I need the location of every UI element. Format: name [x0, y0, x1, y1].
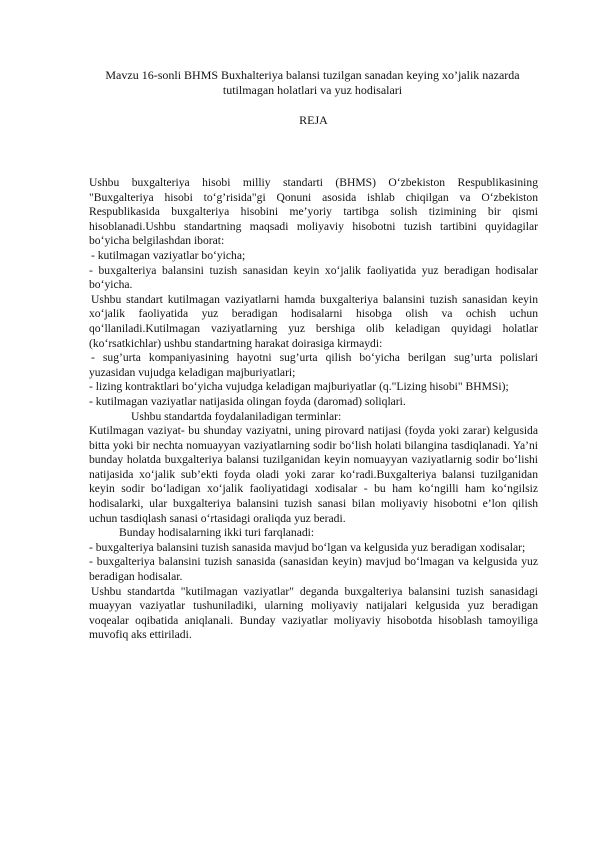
- types-heading: Bunday hodisalarning ikki turi farqlanadi:: [119, 526, 315, 540]
- plan-heading: REJA: [299, 113, 328, 127]
- paragraph-conclusion: Ushbu standartda "kutilmagan vaziyatlar" deganda buxgalteriya balansini tuzish sanasidagi muayyan vaziyatlar tushuniladiki, ularning moliyaviy natijalari kelgusida yuz beradigan voqealar oqibatida aniqlanali. Bunday vaziyatlar moliyaviy hisobotda hisoblash tamoyiliga muvofiq aks ettiriladi.: [89, 584, 538, 642]
- list-item: - buxgalteriya balansini tuzish sanasida mavjud bo‘lgan va kelgusida yuz beradigan xodisalar;: [89, 540, 526, 554]
- list-item: - kutilmagan vaziyatlar bo‘yicha;: [91, 248, 246, 262]
- list-item: - kutilmagan vaziyatlar natijasida olingan foyda (daromad) soliqlari.: [89, 394, 406, 408]
- list-item: - buxgalteriya balansini tuzish sanasidan keyin xo‘jalik faoliyatida yuz beradigan hodisalar bo‘yicha.: [89, 263, 538, 292]
- paragraph-definition: Kutilmagan vaziyat- bu shunday vaziyatni, uning pirovard natijasi (foyda yoki zarar) kelgusida bitta yoki bir nechta nomuayyan vaziyatlarning sodir bo‘lish holati bilangina tasdiqlanadi. Ya’ni bunday holatda buxgalteriya balansi tuzilganidan keyin nomuayyan vaziyatlarnig sodir bo‘lishi natijasida xo‘jalik sub’ekti foyda oladi yoki zarar ko‘radi.Buxgalteriya balansi tuzilganidan keyin sodir bo‘ladigan xo‘jalik faoliyatidagi xodisalar - bu ham ko‘ngilli ham ko‘ngilsiz hodisalarki, ular buxgalteriya balansini tuzish sanasi bilan moliyaviy hisobotni e’lon qilish uchun tasdiqlash sanasi o‘rtasidagi oraliqda yuz beradi.: [89, 424, 538, 525]
- list-item: - lizing kontraktlari bo‘yicha vujudga keladigan majburiyatlar (q."Lizing hisobi" BHMSi);: [89, 380, 509, 394]
- terms-heading: Ushbu standartda foydalaniladigan terminlar:: [131, 409, 342, 423]
- paragraph-scope: Ushbu standart kutilmagan vaziyatlarni hamda buxgalteriya balansini tuzish sanasidan keyin xo‘jalik faoliyatida yuz beradigan hodisalarni hisobga olish va ochish uchun qo‘llaniladi.Kutilmagan vaziyatlarning yuz bershiga olib keladigan quyidagi holatlar (ko‘rsatkichlar) ushbu standartning harakat doirasiga kirmaydi:: [89, 292, 538, 350]
- list-item: - buxgalteriya balansini tuzish sanasida (sanasidan keyin) mavjud bo‘lmagan va kelgusida yuz beradigan hodisalar.: [89, 555, 538, 584]
- paragraph-intro: Ushbu buxgalteriya hisobi milliy standarti (BHMS) O‘zbekiston Respublikasining "Buxgalteriya hisobi to‘g’risida"gi Qonuni asosida ishlab chiqilgan va O‘zbekiston Respublikasida buxgalteriya hisobini me’yoriy tartibga solish tizimining bir qismi hisoblanadi.Ushbu standartning maqsadi moliyaviy hisobotni tuzish tartibini quyidagilar bo‘yicha belgilashdan iborat:: [89, 176, 538, 248]
- document-body: [89, 176, 538, 643]
- document-title: Mavzu 16-sonli BHMS Buxhalteriya balansi tuzilgan sanadan keying xo’jalik nazarda tutilmagan holatlari va yuz hodisalari: [105, 68, 520, 97]
- list-item: - sug’urta kompaniyasining hayotni sug’urta qilish bo‘yicha berilgan sug’urta polislari yuzasidan vujudga keladigan majburiyatlari;: [89, 351, 538, 379]
